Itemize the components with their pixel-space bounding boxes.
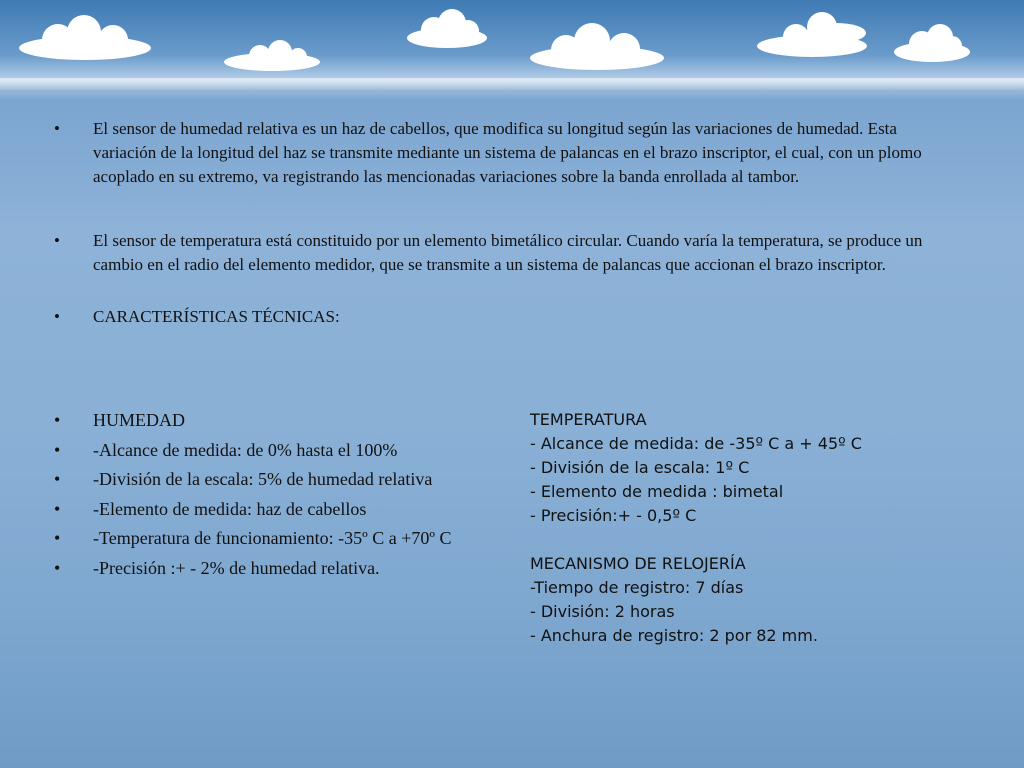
spacer xyxy=(54,209,959,229)
humidity-spec-item: • -Temperatura de funcionamiento: -35º C a +70º C xyxy=(54,524,524,554)
temperature-spec-line: - Precisión:+ - 0,5º C xyxy=(530,506,697,525)
humidity-specs-list xyxy=(54,406,524,583)
clockwork-spec-line: - División: 2 horas xyxy=(530,602,675,621)
cloud-2 xyxy=(222,38,322,72)
temperature-spec-line: - División de la escala: 1º C xyxy=(530,458,750,477)
clockwork-title: MECANISMO DE RELOJERÍA xyxy=(530,554,746,573)
bullet-icon: • xyxy=(54,439,61,460)
paragraph-humidity-sensor: • El sensor de humedad relativa es un haz de cabellos, que modifica su longitud según las variaciones de humedad. Esta variación de la longitud del haz se transmite mediante un sistema de palancas en el brazo inscriptor, el cual, con un plomo acoplado en su extremo, va registrando las mencionadas variaciones sobre la banda enrollada al tambor. xyxy=(54,119,922,186)
bullet-icon: • xyxy=(54,557,61,578)
bullet-icon: • xyxy=(54,498,61,519)
cloud-5 xyxy=(756,10,868,60)
bullet-icon: • xyxy=(54,528,61,548)
clockwork-spec-line: -Tiempo de registro: 7 días xyxy=(530,578,744,597)
clockwork-spec-line: - Anchura de registro: 2 por 82 mm. xyxy=(530,626,818,645)
spacer xyxy=(530,528,1000,552)
paragraph-technical-characteristics: • CARACTERÍSTICAS TÉCNICAS: xyxy=(54,305,959,329)
temperature-spec-line: - Elemento de medida : bimetal xyxy=(530,482,784,501)
horizon-glow xyxy=(0,78,1024,100)
humidity-spec-item: • HUMEDAD xyxy=(54,406,524,436)
temperature-spec-line: - Alcance de medida: de -35º C a + 45º C xyxy=(530,434,862,453)
bullet-icon: • xyxy=(54,119,60,138)
bullet-icon: • xyxy=(54,469,61,489)
cloud-4 xyxy=(528,22,666,72)
temperature-specs xyxy=(530,408,1000,648)
cloud-1 xyxy=(18,14,153,62)
cloud-6 xyxy=(892,20,972,64)
humidity-spec-item: • -Alcance de medida: de 0% hasta el 100% xyxy=(54,436,524,466)
bullet-icon: • xyxy=(54,307,60,326)
paragraph-temperature-sensor: • El sensor de temperatura está constituido por un elemento bimetálico circular. Cuando varía la temperatura, se produce un cambio en el radio del elemento medidor, que se transmite a un sistema de palancas que accionan el brazo inscriptor. xyxy=(54,231,923,274)
humidity-spec-item: • -Precisión :+ - 2% de humedad relativa. xyxy=(54,554,524,584)
humidity-spec-item: • -Elemento de medida: haz de cabellos xyxy=(54,495,524,525)
cloud-3 xyxy=(406,8,488,50)
spacer xyxy=(54,277,959,305)
description-list xyxy=(54,117,959,329)
bullet-icon: • xyxy=(54,231,60,250)
bullet-icon: • xyxy=(54,410,61,430)
humidity-spec-item: • -División de la escala: 5% de humedad relativa xyxy=(54,465,524,495)
spacer xyxy=(54,189,959,209)
temperature-title: TEMPERATURA xyxy=(530,410,647,429)
